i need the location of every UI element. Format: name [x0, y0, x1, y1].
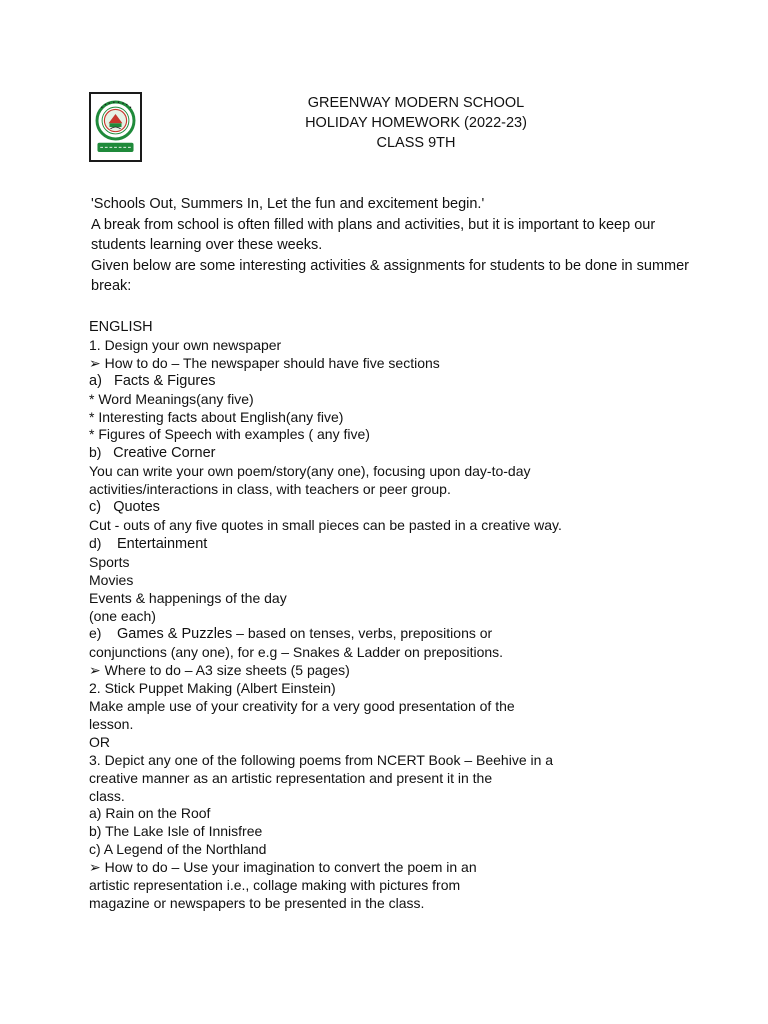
subsection-a-title: Facts & Figures: [114, 372, 216, 389]
subsection-e-text-2: conjunctions (any one), for e.g – Snakes & Ladder on prepositions.: [89, 644, 504, 661]
subsection-a-heading: [89, 373, 689, 391]
subsection-d-heading: [89, 535, 689, 554]
subsection-e-text-1: – based on tenses, verbs, prepositions or: [236, 625, 493, 642]
where-to-do: ➢ Where to do – A3 size sheets (5 pages): [89, 662, 350, 679]
list-item: a) Rain on the Roof: [89, 805, 211, 822]
item-3-line-2: creative manner as an artistic representation and present it in the: [89, 769, 493, 786]
item-2-text-2: lesson.: [89, 715, 134, 732]
subsection-e-title: Games & Puzzles: [117, 626, 233, 643]
item-3-line-3: class.: [89, 787, 125, 804]
intro-quote: 'Schools Out, Summers In, Let the fun and excitement begin.': [91, 196, 485, 212]
subsection-d-title: Entertainment: [117, 535, 208, 552]
item-1-how-to: ➢ How to do – The newspaper should have five sections: [89, 354, 440, 371]
subsection-b-text-1: You can write your own poem/story(any one), focusing upon day-to-day: [89, 463, 531, 480]
list-item: * Figures of Speech with examples ( any five): [89, 426, 370, 443]
subsection-e-heading: [89, 625, 689, 644]
or-separator: OR: [89, 733, 110, 750]
item-3-how-to-3: magazine or newspapers to be presented in the class.: [89, 895, 425, 911]
subsection-b-text-2: activities/interactions in class, with teachers or peer group.: [89, 481, 451, 498]
intro-section: [91, 194, 691, 297]
item-3-line-1: 3. Depict any one of the following poems from NCERT Book – Beehive in a: [89, 751, 554, 768]
item-2-text-1: Make ample use of your creativity for a very good presentation of the: [89, 698, 515, 715]
subsection-b-title: Creative Corner: [113, 445, 216, 462]
subsection-e-label: e): [89, 625, 102, 642]
subsection-b-heading: [89, 444, 689, 463]
list-item: Sports: [89, 553, 130, 570]
document-title: HOLIDAY HOMEWORK (2022-23): [305, 115, 527, 131]
list-item: * Interesting facts about English(any five): [89, 408, 344, 425]
item-3-how-to-2: artistic representation i.e., collage making with pictures from: [89, 877, 461, 894]
school-crest-icon: [91, 94, 140, 160]
list-item: b) The Lake Isle of Innisfree: [89, 823, 263, 840]
english-section: [89, 319, 689, 913]
section-title-english: ENGLISH: [89, 319, 153, 335]
item-2: 2. Stick Puppet Making (Albert Einstein): [89, 680, 336, 697]
list-item: Events & happenings of the day: [89, 589, 287, 606]
subsection-a-label: a): [89, 372, 102, 389]
subsection-c-title: Quotes: [113, 499, 160, 516]
intro-paragraph-1: A break from school is often filled with plans and activities, but it is important to keep our students learning over these weeks.: [91, 216, 656, 253]
subsection-d-label: d): [89, 534, 102, 551]
subsection-c-heading: [89, 499, 689, 517]
school-logo: [89, 92, 142, 162]
class-label: CLASS 9TH: [376, 135, 456, 151]
list-item: c) A Legend of the Northland: [89, 841, 267, 858]
list-item: Movies: [89, 571, 134, 588]
school-name: GREENWAY MODERN SCHOOL: [307, 95, 525, 111]
intro-paragraph-2: Given below are some interesting activities & assignments for students to be done in summer break:: [91, 257, 690, 294]
item-3-how-to-1: ➢ How to do – Use your imagination to convert the poem in an: [89, 859, 477, 876]
subsection-b-label: b): [89, 444, 102, 461]
list-item: * Word Meanings(any five): [89, 390, 254, 407]
subsection-c-text: Cut - outs of any five quotes in small pieces can be pasted in a creative way.: [89, 516, 562, 533]
item-1: 1. Design your own newspaper: [89, 336, 282, 353]
subsection-c-label: c): [89, 499, 102, 516]
list-item: (one each): [89, 607, 156, 624]
document-header: [230, 93, 602, 153]
